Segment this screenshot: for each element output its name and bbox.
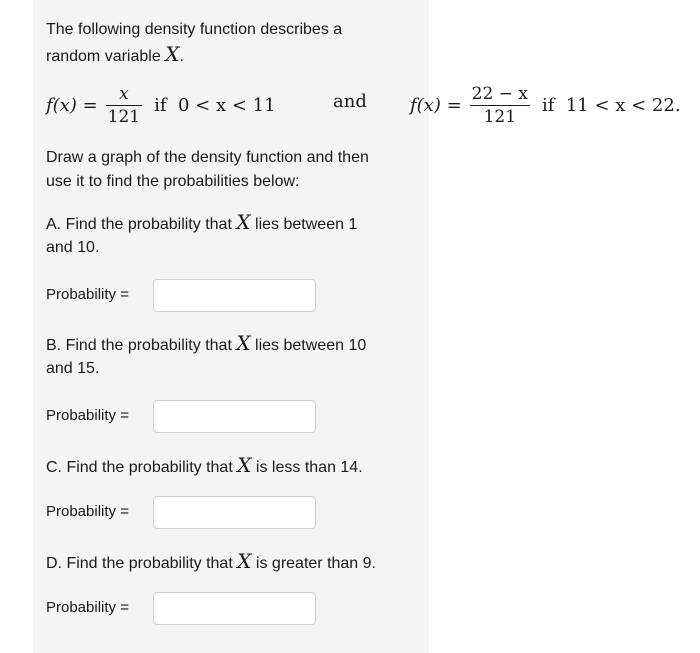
- intro-line-2-prefix: random variable: [46, 48, 161, 65]
- formula-2-condition: if 11 < x < 22.: [541, 94, 681, 116]
- question-b-suffix: lies between 10: [255, 337, 367, 354]
- question-d: [46, 549, 376, 576]
- formula-1-numerator: x: [119, 83, 129, 104]
- probability-d-input[interactable]: [153, 592, 316, 625]
- formula-2-fraction: [470, 83, 530, 128]
- intro-line-2: [46, 42, 184, 69]
- question-a-variable: X: [236, 210, 251, 234]
- question-b-line-2: and 15.: [46, 360, 100, 377]
- question-c-prefix: C. Find the probability that: [46, 459, 233, 476]
- probability-a-input[interactable]: [153, 279, 316, 312]
- question-c-variable: X: [237, 453, 252, 477]
- question-c-suffix: is less than 14.: [255, 459, 363, 476]
- intro-line-2-suffix: .: [179, 48, 184, 65]
- probability-a-label: Probability =: [46, 286, 129, 303]
- formula-connector: and: [333, 91, 367, 112]
- intro-line-1: The following density function describes a: [46, 21, 343, 38]
- question-b-prefix: B. Find the probability that: [46, 337, 232, 354]
- formula-1-fraction: [106, 83, 142, 128]
- density-formula-1: [46, 80, 276, 130]
- random-variable-symbol: X: [165, 42, 180, 66]
- question-a: [46, 210, 357, 237]
- question-b-variable: X: [236, 331, 251, 355]
- question-b: [46, 331, 366, 358]
- probability-c-label: Probability =: [46, 503, 129, 520]
- formula-1-lhs: f(x) =: [46, 94, 98, 116]
- question-d-variable: X: [237, 549, 252, 573]
- probability-d-label: Probability =: [46, 599, 129, 616]
- formula-2-denominator: 121: [483, 106, 517, 127]
- probability-c-input[interactable]: [153, 496, 316, 529]
- question-d-prefix: D. Find the probability that: [46, 555, 233, 572]
- formula-2-numerator: 22 − x: [471, 83, 528, 104]
- formula-1-condition: if 0 < x < 11: [154, 94, 276, 116]
- question-a-line-2: and 10.: [46, 239, 100, 256]
- question-c: [46, 453, 363, 480]
- probability-b-label: Probability =: [46, 407, 129, 424]
- instructions-line-1: Draw a graph of the density function and then: [46, 149, 369, 166]
- question-a-suffix: lies between 1: [255, 216, 358, 233]
- question-a-prefix: A. Find the probability that: [46, 216, 232, 233]
- formula-1-denominator: 121: [107, 106, 141, 127]
- probability-b-input[interactable]: [153, 400, 316, 433]
- instructions-line-2: use it to find the probabilities below:: [46, 173, 300, 190]
- formula-2-lhs: f(x) =: [410, 94, 462, 116]
- question-d-suffix: is greater than 9.: [255, 555, 376, 572]
- density-formula-2: [410, 80, 681, 130]
